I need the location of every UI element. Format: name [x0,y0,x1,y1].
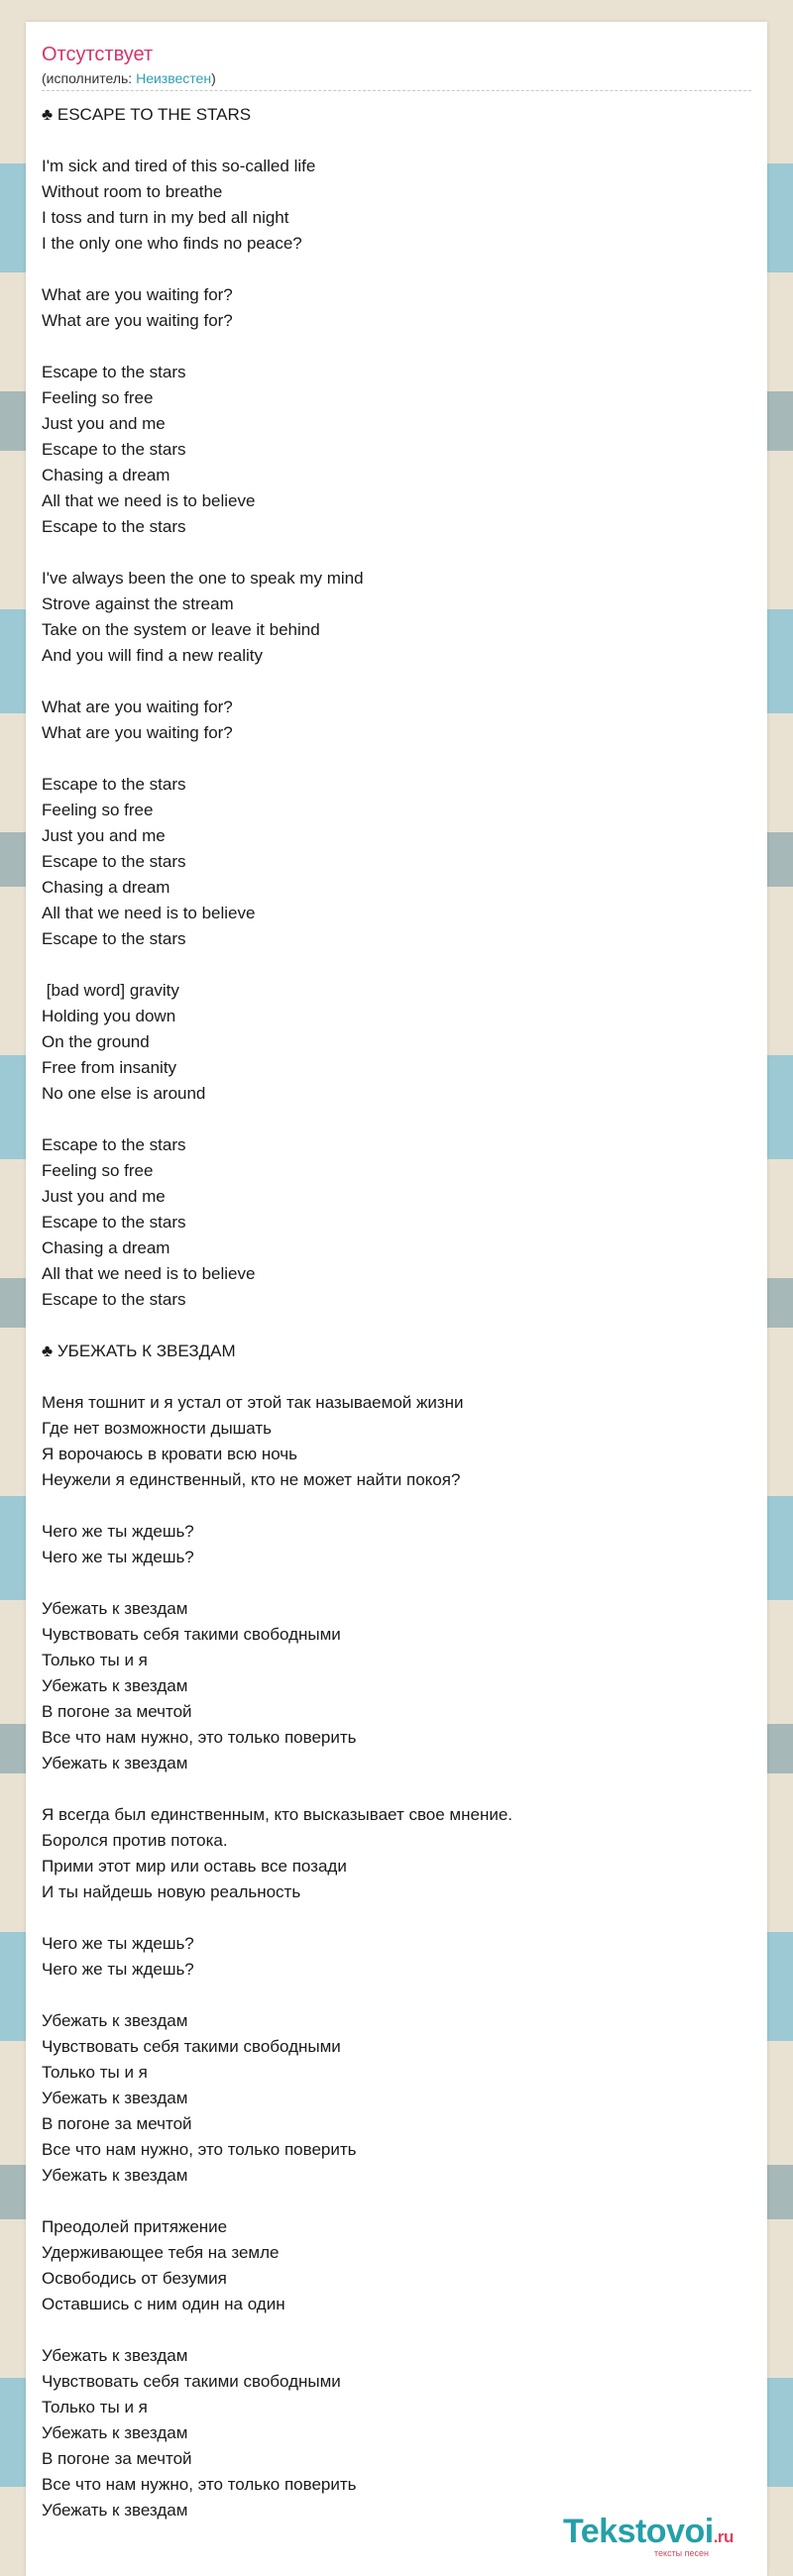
lyric-line: Chasing a dream [42,878,170,897]
lyric-line: Escape to the stars [42,1213,186,1232]
lyric-line: Оставшись с ним один на один [42,2295,285,2313]
lyric-line: Chasing a dream [42,1238,170,1257]
lyric-line: Feeling so free [42,801,154,819]
lyric-line: Escape to the stars [42,775,186,794]
lyric-line: And you will find a new reality [42,646,264,665]
artist-suffix: ) [211,70,216,86]
lyric-line: I've always been the one to speak my mind [42,569,364,588]
lyric-blank-line [42,334,751,360]
lyric-line: Feeling so free [42,388,154,407]
lyric-line: I'm sick and tired of this so-called life [42,157,316,175]
artist-line [42,69,751,87]
lyric-line: Я всегда был единственным, кто высказывает свое мнение. [42,1805,513,1824]
lyrics-page-card [26,22,767,2576]
lyric-line: What are you waiting for? [42,723,233,742]
lyric-blank-line [42,952,751,978]
lyric-blank-line [42,1570,751,1596]
lyric-blank-line [42,128,751,154]
lyric-blank-line [42,1776,751,1802]
lyric-line: Преодолей притяжение [42,2217,228,2236]
lyric-line: Escape to the stars [42,517,186,536]
lyric-line: Боролся против потока. [42,1831,228,1850]
header-divider [42,90,751,91]
lyric-line: Just you and me [42,414,166,433]
lyric-line: Только ты и я [42,2063,148,2082]
lyric-line: All that we need is to believe [42,904,256,922]
artist-link[interactable]: Неизвестен [136,70,212,86]
lyrics-content [42,42,751,2523]
lyric-line: What are you waiting for? [42,311,233,330]
lyric-line: Feeling so free [42,1161,154,1180]
lyric-line: Escape to the stars [42,440,186,459]
lyric-line: [bad word] gravity [42,981,179,1000]
lyric-line: What are you waiting for? [42,285,233,304]
lyric-line: Только ты и я [42,1651,148,1669]
lyric-line: В погоне за мечтой [42,1702,192,1721]
lyric-line: Чего же ты ждешь? [42,1522,194,1541]
lyric-line: No one else is around [42,1084,206,1103]
lyric-blank-line [42,1313,751,1339]
lyric-line: I the only one who finds no peace? [42,234,302,253]
lyric-line: Free from insanity [42,1058,177,1077]
lyric-line: Чувствовать себя такими свободными [42,2037,341,2056]
lyric-line: Just you and me [42,1187,166,1206]
lyric-line: I toss and turn in my bed all night [42,208,289,227]
logo-tagline: тексты песен [654,2548,710,2558]
lyric-line: Прими этот мир или оставь все позади [42,1857,347,1876]
lyric-line: Удерживающее тебя на земле [42,2243,280,2262]
lyric-line: В погоне за мечтой [42,2114,192,2133]
lyric-blank-line [42,1493,751,1519]
lyric-line: Убежать к звездам [42,1754,188,1772]
lyric-line: Чувствовать себя такими свободными [42,2372,341,2391]
lyric-blank-line [42,746,751,772]
lyric-line: Убежать к звездам [42,1676,188,1695]
lyric-line: Чего же ты ждешь? [42,1548,194,1566]
lyric-line: Все что нам нужно, это только поверить [42,1728,357,1747]
lyric-blank-line [42,257,751,282]
lyric-line: Убежать к звездам [42,2011,188,2030]
lyric-blank-line [42,1905,751,1931]
lyrics-text [42,102,751,2523]
site-logo[interactable] [563,2513,761,2562]
lyric-line: Escape to the stars [42,852,186,871]
lyric-blank-line [42,1364,751,1390]
lyric-line: В погоне за мечтой [42,2449,192,2468]
lyric-line: Чувствовать себя такими свободными [42,1625,341,1644]
song-title: Отсутствует [42,44,154,65]
lyric-line: Escape to the stars [42,929,186,948]
lyric-line: What are you waiting for? [42,698,233,716]
lyric-line: Чего же ты ждешь? [42,1934,194,1953]
lyric-blank-line [42,1107,751,1132]
lyric-line: Чего же ты ждешь? [42,1960,194,1979]
lyric-line: Strove against the stream [42,594,234,613]
lyric-line: Все что нам нужно, это только поверить [42,2140,357,2159]
lyric-line: Убежать к звездам [42,2166,188,2185]
lyric-line: Освободись от безумия [42,2269,227,2288]
lyric-blank-line [42,2317,751,2343]
lyric-line: ♣ УБЕЖАТЬ К ЗВЕЗДАМ [42,1342,236,1360]
lyric-blank-line [42,540,751,566]
lyric-blank-line [42,669,751,695]
lyric-line: All that we need is to believe [42,1264,256,1283]
lyric-blank-line [42,1983,751,2008]
lyric-line: Убежать к звездам [42,2501,188,2520]
lyric-line: Escape to the stars [42,1135,186,1154]
lyric-line: И ты найдешь новую реальность [42,1882,301,1901]
lyric-line: Убежать к звездам [42,2346,188,2365]
logo-domain-suffix: .ru [713,2527,734,2546]
lyric-line: Убежать к звездам [42,2089,188,2107]
artist-prefix: (исполнитель: [42,70,137,86]
lyric-line: Chasing a dream [42,466,170,484]
lyric-line: Где нет возможности дышать [42,1419,273,1438]
lyric-line: Убежать к звездам [42,1599,188,1618]
lyric-line: Неужели я единственный, кто не может найти покоя? [42,1470,461,1489]
lyric-line: Убежать к звездам [42,2423,188,2442]
lyric-line: Меня тошнит и я устал от этой так называемой жизни [42,1393,464,1412]
lyric-line: Только ты и я [42,2398,148,2416]
lyric-line: On the ground [42,1032,150,1051]
lyric-line: Я ворочаюсь в кровати всю ночь [42,1445,297,1463]
lyric-line: Holding you down [42,1007,176,1025]
lyric-line: Just you and me [42,826,166,845]
lyric-line: Take on the system or leave it behind [42,620,320,639]
lyric-line: Escape to the stars [42,363,186,381]
lyric-line: Without room to breathe [42,182,223,201]
logo-main-text: Tekstovoi [563,2513,714,2550]
lyric-line: Escape to the stars [42,1290,186,1309]
lyric-blank-line [42,2189,751,2214]
lyric-line: All that we need is to believe [42,491,256,510]
lyric-line: ♣ ESCAPE TO THE STARS [42,105,252,124]
lyric-line: Все что нам нужно, это только поверить [42,2475,357,2494]
